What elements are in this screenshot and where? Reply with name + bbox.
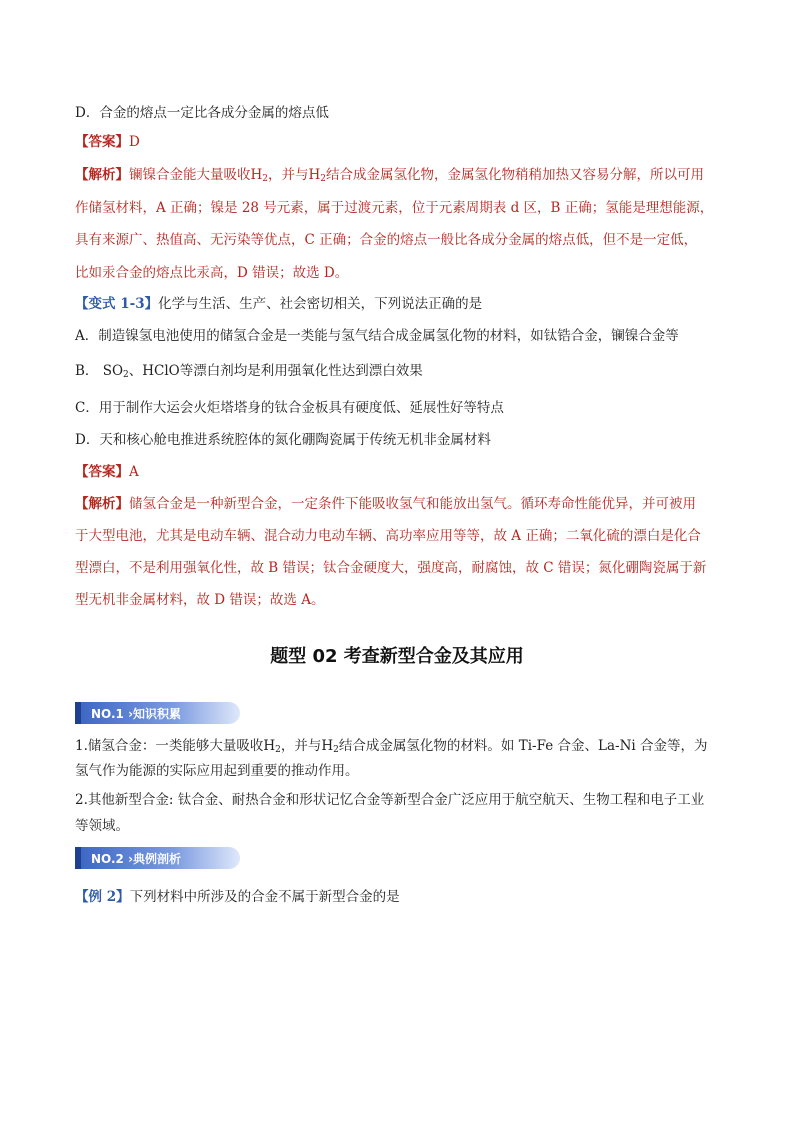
knowledge-banner <box>75 702 240 724</box>
banner-bar <box>75 847 81 869</box>
variant-question-text: 化学与生活、生产、社会密切相关，下列说法正确的是 <box>158 296 483 312</box>
prev-answer <box>75 132 725 152</box>
variant-tag: 【变式 1-3】 <box>75 296 159 312</box>
example-question-text: 下列材料中所涉及的合金不属于新型合金的是 <box>129 889 400 905</box>
variant-option-b <box>75 361 725 385</box>
prev-analysis-line-3: 具有来源广、热值高、无污染等优点，C 正确；合金的熔点一般比各成分金属的熔点低，但不是一定低， <box>75 232 698 248</box>
variant-option-a: A．制造镍氢电池使用的储氢合金是一类能与氢气结合成金属氢化物的材料，如钛锆合金，镧镍合金等 <box>75 328 679 344</box>
answer-value: D <box>129 134 140 150</box>
knowledge-p1-line-1 <box>75 736 725 760</box>
section-title: 题型 02 考查新型合金及其应用 <box>270 646 524 667</box>
subscript: 2 <box>320 174 327 184</box>
text-span: 结合成金属氢化物，金属氢化物稍稍加热又容易分解，所以可用 <box>326 167 705 183</box>
text-span: 结合成金属氢化物的材料。如 Ti-Fe 合金、La-Ni 合金等，为 <box>338 738 708 754</box>
text-span: ，并与H <box>268 167 321 183</box>
answer-value: A <box>129 464 139 480</box>
prev-analysis-line-4: 比如汞合金的熔点比汞高，D 错误；故选 D。 <box>75 265 349 281</box>
variant-analysis-line-2: 于大型电池，尤其是电动车辆、混合动力电动车辆、高功率应用等等，故 A 正确；二氧化硫的漂白是化合 <box>75 528 701 544</box>
variant-option-d: D．天和核心舱电推进系统腔体的氮化硼陶瓷属于传统无机非金属材料 <box>75 432 491 448</box>
knowledge-p2-line-2: 等领域。 <box>75 818 129 834</box>
variant-question <box>75 294 725 314</box>
banner-bar <box>75 702 81 724</box>
variant-analysis-line-4: 型无机非金属材料，故 D 错误；故选 A。 <box>75 592 325 608</box>
prev-analysis-line-1 <box>75 165 725 189</box>
example-banner <box>75 847 240 869</box>
subscript: 2 <box>262 174 269 184</box>
text-span: B． SO <box>75 363 124 379</box>
variant-answer <box>75 462 725 482</box>
answer-tag: 【答案】 <box>75 134 129 150</box>
knowledge-banner-label: NO.1 ›知识积累 <box>91 707 182 721</box>
text-span: 1.储氢合金：一类能够大量吸收H <box>75 738 276 754</box>
example-question <box>75 887 725 907</box>
prev-analysis-line-2: 作储氢材料，A 正确；镍是 28 号元素，属于过渡元素，位于元素周期表 d 区，B 正确；氢能是理想能源， <box>75 200 714 216</box>
subscript: 2 <box>123 370 129 380</box>
variant-analysis-line-3: 型漂白，不是利用强氧化性，故 B 错误；钛合金硬度大，强度高，耐腐蚀，故 C 错误；氮化硼陶瓷属于新 <box>75 560 707 576</box>
knowledge-p1-line-2: 氢气作为能源的实际应用起到重要的推动作用。 <box>75 763 359 779</box>
text-span: ，并与H <box>280 738 334 754</box>
answer-tag: 【答案】 <box>75 464 129 480</box>
knowledge-p2-line-1: 2.其他新型合金: 钛合金、耐热合金和形状记忆合金等新型合金广泛应用于航空航天、生物工程和电子工业 <box>75 792 705 808</box>
analysis-tag: 【解析】 <box>75 167 129 183</box>
subscript: 2 <box>275 745 281 755</box>
subscript: 2 <box>333 745 339 755</box>
analysis-tag: 【解析】 <box>75 496 129 512</box>
variant-option-c: C．用于制作大运会火炬塔塔身的钛合金板具有硬度低、延展性好等特点 <box>75 400 504 416</box>
example-banner-label: NO.2 ›典例剖析 <box>91 852 182 866</box>
text-span: 储氢合金是一种新型合金，一定条件下能吸收氢气和能放出氢气。循环寿命性能优异，并可被用 <box>129 496 696 512</box>
text-span: 、HClO等漂白剂均是利用强氧化性达到漂白效果 <box>128 363 423 379</box>
text-span: 镧镍合金能大量吸收H <box>129 167 263 183</box>
example-tag: 【例 2】 <box>75 889 130 905</box>
prev-option-d: D．合金的熔点一定比各成分金属的熔点低 <box>75 105 329 121</box>
variant-analysis-line-1 <box>75 494 725 514</box>
